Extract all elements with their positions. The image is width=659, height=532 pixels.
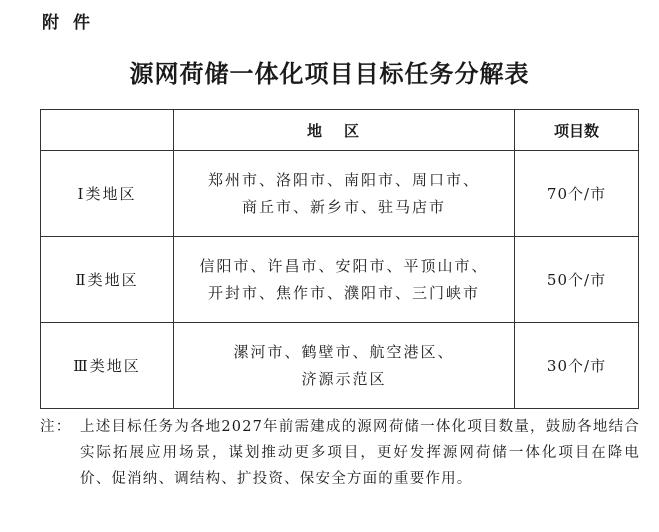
cities-cell	[174, 323, 515, 409]
category-cell: Ⅲ类地区	[41, 323, 174, 409]
header-region: 地区	[174, 110, 515, 151]
cities-line: 信阳市、许昌市、安阳市、平顶山市、	[199, 256, 489, 275]
table-header-row	[41, 110, 639, 151]
attachment-label: 附件	[42, 13, 104, 33]
note-text: 上述目标任务为各地2027年前需建成的源网荷储一体化项目数量，鼓励各地结合实际拓展应用场景，谋划推动更多项目，更好发挥源网荷储一体化项目在降电价、促消纳、调结构、扩投资、保安全方面的重要作用。	[80, 419, 640, 487]
project-count-cell: 70个/市	[515, 151, 639, 237]
table-row	[41, 323, 639, 409]
category-cell: Ⅰ类地区	[41, 151, 174, 237]
cities-line: 漯河市、鹤壁市、航空港区、	[233, 342, 455, 361]
task-breakdown-table	[40, 109, 639, 409]
cities-line: 开封市、焦作市、濮阳市、三门峡市	[207, 283, 480, 302]
table-note	[40, 414, 640, 492]
cities-line: 济源示范区	[301, 369, 387, 388]
header-blank	[41, 110, 174, 151]
header-project-count: 项目数	[515, 110, 639, 151]
table-row	[41, 237, 639, 323]
note-prefix: 注：	[40, 419, 72, 435]
project-count-cell: 50个/市	[515, 237, 639, 323]
project-count-cell: 30个/市	[515, 323, 639, 409]
table-row	[41, 151, 639, 237]
cities-line: 郑州市、洛阳市、南阳市、周口市、	[207, 170, 480, 189]
document-title: 源网荷储一体化项目目标任务分解表	[129, 59, 530, 88]
cities-cell	[174, 237, 515, 323]
cities-cell	[174, 151, 515, 237]
category-cell: Ⅱ类地区	[41, 237, 174, 323]
cities-line: 商丘市、新乡市、驻马店市	[241, 197, 446, 216]
